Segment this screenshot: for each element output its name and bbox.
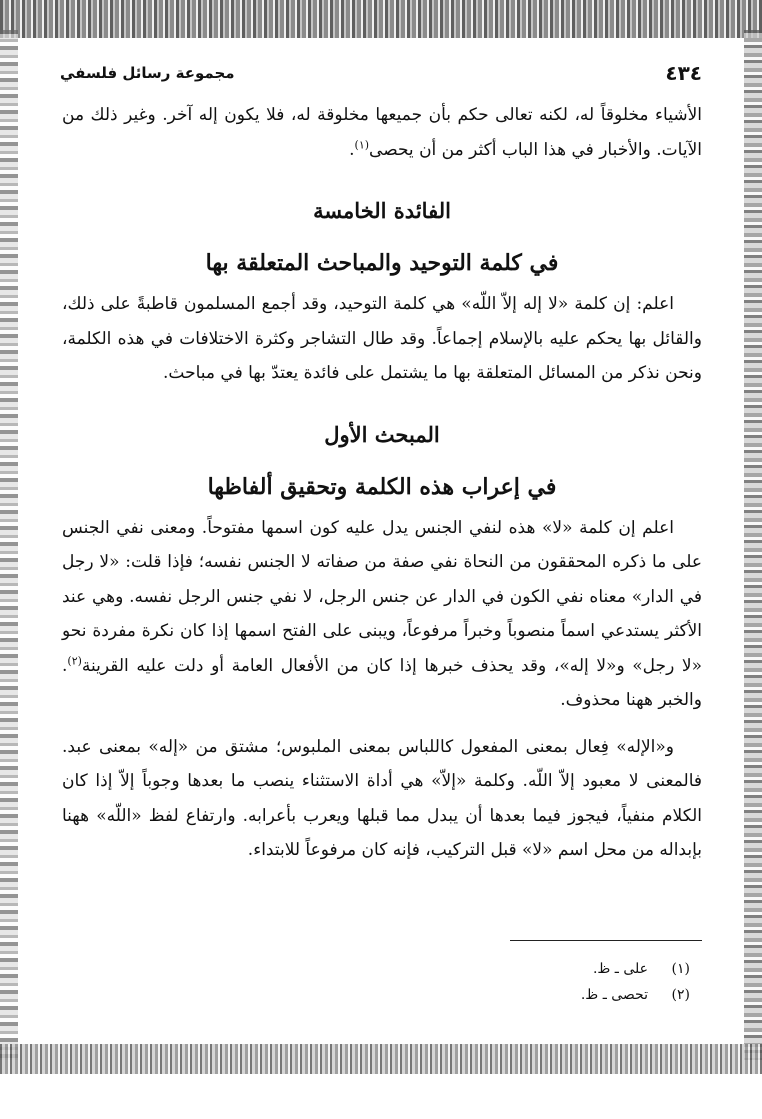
scan-edge-right [744,30,762,1060]
paragraph-la-nafi [62,511,702,718]
footnote-number: (٢) [671,987,690,1003]
section-subtitle-irab: في إعراب هذه الكلمة وتحقيق ألفاظها [207,473,557,500]
section-subtitle-tawhid: في كلمة التوحيد والمباحث المتعلقة بها [205,250,559,276]
footnote-1 [62,956,702,982]
footnote-ref-2: (٢) [67,653,82,667]
paragraph-text: الأشياء مخلوقاً له، لكنه تعالى حكم بأن جميعها مخلوقة له، فلا يكون إله آخر. وغير ذلك من الآيات. والأخبار في هذا الباب أكثر من أن يحصى [62,105,702,160]
paragraph-continued [62,98,702,167]
scan-edge-bottom [0,1044,762,1074]
footnote-number: (١) [671,961,690,977]
page-body [62,98,702,868]
footnote-ref-1: (١) [354,137,370,151]
footnotes [62,956,702,1008]
footnote-2 [62,982,702,1008]
section-title-first-topic: المبحث الأول [324,421,440,447]
footnote-text: على ـ ظ. [592,961,648,977]
scan-edge-left [0,30,18,1060]
paragraph-ilah: و«الإله» فِعال بمعنى المفعول كاللباس بمعنى الملبوس؛ مشتق من «إله» بمعنى عبد. فالمعنى لا معبود إلاّ اللّه. وكلمة «إلاّ» هي أداة الاستثناء ينصب ما بعدها وجوباً إلاّ إذا كان الكلام منفياً، فيجوز فيما بعدها أن يبدل مما قبلها ويعرب بأعرابه. وارتفاع لفظ «اللّه» ههنا بإبداله من محل اسم «لا» قبل التركيب، فإنه كان مرفوعاً للابتداء. [62,736,702,860]
book-title: مجموعة رسائل فلسفي [60,64,235,82]
scan-edge-top [0,0,762,46]
page-number: ٤٣٤ [665,61,702,85]
footnote-text: تحصى ـ ظ. [580,987,648,1003]
paragraph-end: . [349,139,355,160]
running-header [60,58,702,88]
section-title-fifth-benefit: الفائدة الخامسة [313,198,451,223]
paragraph-end: . والخبر ههنا محذوف. [62,655,702,710]
paragraph-text: اعلم إن كلمة «لا» هذه لنفي الجنس يدل عليه كون اسمها مفتوحاً. ومعنى نفي الجنس على ما ذكره المحققون من النحاة نفي صفة من صفاته لا الجنس نفسه؛ فإذا قلت: «لا رجل في الدار» معناه نفي الكون في الدار عن جنس الرجل، لا نفي جنس الرجل نفسه. وهي عند الأكثر يستدعي اسماً منصوباً وخبراً مرفوعاً، ويبنى على الفتح اسمها إذا كان نكرة مفردة نحو «لا رجل» و«لا إله»، وقد يحذف خبرها إذا كان من الأفعال العامة أو دلت عليه القرينة [62,517,702,676]
footnote-divider [510,940,702,941]
paragraph-tawhid: اعلم: إن كلمة «لا إله إلاّ اللّه» هي كلمة التوحيد، وقد أجمع المسلمون قاطبةً على ذلك، والقائل بها يحكم عليه بالإسلام إجماعاً. وقد طال التشاجر وكثرة الاختلافات في هذه الكلمة، ونحن نذكر من المسائل المتعلقة بها ما يشتمل على فائدة يعتدّ بها في مباحث. [62,294,702,383]
